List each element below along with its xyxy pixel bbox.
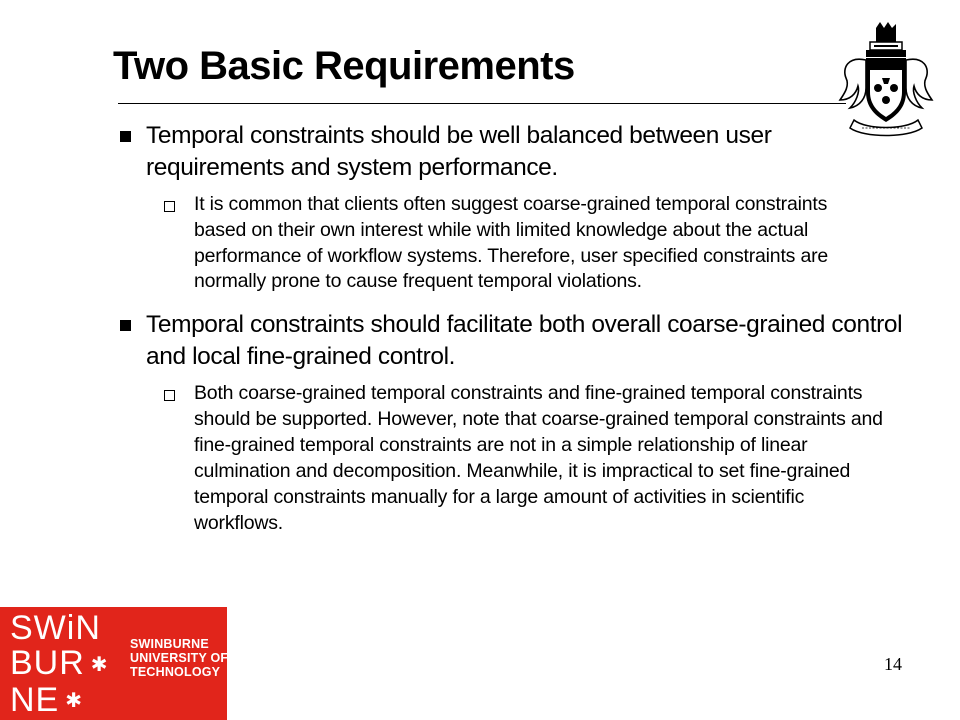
logo-wordmark — [10, 611, 109, 719]
title-divider — [118, 103, 846, 104]
logo-mark-line: NE ✱ — [10, 680, 83, 719]
sub-bullet-text: Both coarse-grained temporal constraints and fine-grained temporal constraints should be supported. However, note that coarse-grained temporal constraints and fine-grained temporal constraints are not in a simple relationship of linear culmination and decomposition. Meanwhile, it is impractical to set fine-grained temporal constraints manually for a large amount of activities in scientific workflows. — [194, 382, 883, 534]
sub-bullet-item — [164, 381, 894, 537]
logo-university-name: SWINBURNE UNIVERSITY OF TECHNOLOGY — [130, 637, 229, 679]
sub-bullet-item — [164, 192, 854, 296]
filled-square-bullet-icon — [120, 131, 131, 142]
hollow-square-bullet-icon — [164, 201, 175, 212]
filled-square-bullet-icon — [120, 320, 131, 331]
page-number: 14 — [884, 654, 902, 674]
hollow-square-bullet-icon — [164, 390, 175, 401]
bullet-text: Temporal constraints should facilitate both overall coarse-grained control and local fine-grained control. — [146, 311, 903, 371]
logo-mark-line: SWiN — [10, 609, 101, 647]
sub-bullet-text: It is common that clients often suggest coarse-grained temporal constraints based on their own interest while with limited knowledge about the actual performance of workflow systems. Therefore, user specified constraints are normally prone to cause frequent temporal violations. — [194, 192, 829, 293]
logo-mark-line: BUR ✱ — [10, 644, 109, 682]
slide-title: Two Basic Requirements — [113, 44, 575, 88]
swinburne-logo — [0, 607, 227, 720]
bullet-item — [118, 120, 886, 184]
bullet-item — [118, 309, 918, 373]
bullet-text: Temporal constraints should be well balanced between user requirements and system performance. — [146, 122, 772, 181]
slide-body — [118, 120, 918, 537]
